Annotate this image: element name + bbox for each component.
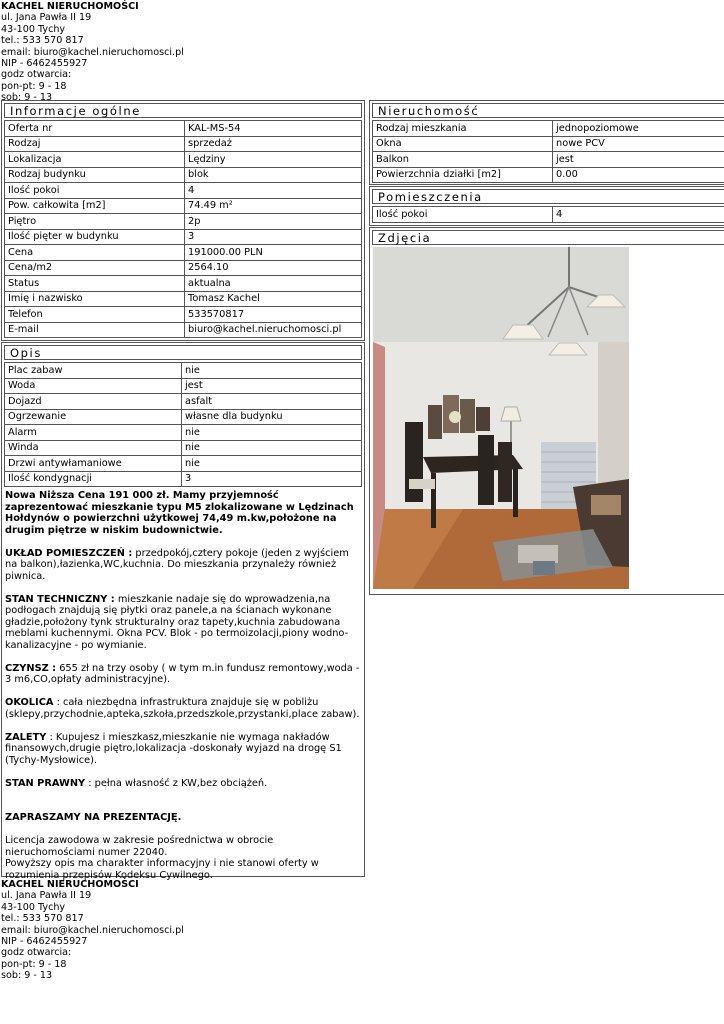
general-info-row xyxy=(5,291,362,307)
amenity-label: Winda xyxy=(5,440,182,456)
description-panel xyxy=(1,342,365,881)
amenity-row xyxy=(5,378,362,394)
general-info-value: 191000.00 PLN xyxy=(185,245,362,261)
agency-address-street: ul. Jana Pawła II 19 xyxy=(1,890,92,902)
amenity-label: Woda xyxy=(5,378,182,394)
general-info-label: Ilość pięter w budynku xyxy=(5,229,185,245)
rooms-table xyxy=(372,206,724,223)
amenity-label: Alarm xyxy=(5,425,182,441)
property-row xyxy=(373,167,724,183)
general-info-label: Imię i nazwisko xyxy=(5,291,185,307)
property-value: 0.00 xyxy=(553,167,724,183)
agency-address-city: 43-100 Tychy xyxy=(1,23,66,35)
amenity-row xyxy=(5,409,362,425)
general-info-value: 4 xyxy=(185,183,362,199)
amenity-row xyxy=(5,425,362,441)
amenity-label: Plac zabaw xyxy=(5,363,182,379)
general-info-row xyxy=(5,276,362,292)
description-section-text: 655 zł na trzy osoby ( w tym m.in fundusz remontowy,woda - 3 m6,CO,opłaty administracyjne). xyxy=(5,662,360,685)
agency-hours-saturday: sob: 9 - 13 xyxy=(1,92,53,104)
amenity-row xyxy=(5,440,362,456)
general-info-value: 74.49 m² xyxy=(185,198,362,214)
amenity-label: Ogrzewanie xyxy=(5,409,182,425)
amenity-label: Drzwi antywłamaniowe xyxy=(5,456,182,472)
amenity-label: Ilość kondygnacji xyxy=(5,471,182,487)
rooms-title: Pomieszczenia xyxy=(372,189,724,204)
general-info-label: Rodzaj budynku xyxy=(5,167,185,183)
general-info-panel xyxy=(1,100,365,341)
agency-name: KACHEL NIERUCHOMOŚCI xyxy=(1,879,139,890)
property-row xyxy=(373,152,724,168)
description-title: Opis xyxy=(4,345,362,360)
rooms-label: Ilość pokoi xyxy=(373,207,553,223)
description-section-label: CZYNSZ : xyxy=(5,662,57,674)
general-info-label: Cena xyxy=(5,245,185,261)
general-info-value: sprzedaż xyxy=(185,136,362,152)
amenity-row xyxy=(5,471,362,487)
general-info-row xyxy=(5,322,362,338)
amenity-value: nie xyxy=(182,425,362,441)
rooms-value: 4 xyxy=(553,207,724,223)
amenity-value: nie xyxy=(182,456,362,472)
description-headline: Nowa Niższa Cena 191 000 zł. Mamy przyjemność zaprezentować mieszkanie typu M5 zlokalizowane w Lędzinach Hołdynów o powierzchni użytkowej 74,49 m.kw,położone na drugim piętrze w niskim budownictwie. xyxy=(5,490,354,536)
agency-footer xyxy=(1,879,184,982)
general-info-row xyxy=(5,183,362,199)
general-info-row xyxy=(5,229,362,245)
description-section-label: ZALETY xyxy=(5,731,47,743)
general-info-table xyxy=(4,120,362,338)
amenity-value: nie xyxy=(182,363,362,379)
general-info-row xyxy=(5,307,362,323)
description-section xyxy=(5,548,360,583)
description-section-label: OKOLICA xyxy=(5,697,54,708)
general-info-value: aktualna xyxy=(185,276,362,292)
property-label: Rodzaj mieszkania xyxy=(373,121,553,137)
general-info-row xyxy=(5,260,362,276)
description-section-text: : pełna własność z KW,bez obciążeń. xyxy=(85,777,268,789)
property-title: Nieruchomość xyxy=(372,103,724,118)
general-info-value: KAL-MS-54 xyxy=(185,121,362,137)
general-info-label: E-mail xyxy=(5,322,185,338)
property-value: jest xyxy=(553,152,724,168)
property-panel xyxy=(369,100,724,185)
property-value: jednopoziomowe xyxy=(553,121,724,137)
general-info-label: Lokalizacja xyxy=(5,152,185,168)
amenity-value: własne dla budynku xyxy=(182,409,362,425)
living-room-photo[interactable] xyxy=(373,247,629,589)
description-section-text: przedpokój,cztery pokoje (jeden z wyjściem na balkon),łazienka,WC,kuchnia. Do mieszkania przynależy również piwnica. xyxy=(5,547,349,582)
general-info-title: Informacje ogólne xyxy=(4,103,362,118)
general-info-value: Lędziny xyxy=(185,152,362,168)
general-info-value: 3 xyxy=(185,229,362,245)
license-text: Licencja zawodowa w zakresie pośrednictwa w obrocie nieruchomościami numer 22040. xyxy=(5,835,274,858)
general-info-label: Pow. całkowita [m2] xyxy=(5,198,185,214)
description-section-label: STAN TECHNICZNY : xyxy=(5,593,115,605)
rooms-panel xyxy=(369,186,724,226)
agency-address-city: 43-100 Tychy xyxy=(1,901,66,913)
agency-hours-label: godz otwarcia: xyxy=(1,69,72,81)
description-section-text: : cała niezbędna infrastruktura znajduje się w pobliżu (sklepy,przychodnie,apteka,szkoła,przedszkole,przystanki,place zabaw). xyxy=(5,697,360,720)
agency-email: email: biuro@kachel.nieruchomosci.pl xyxy=(1,46,184,58)
description-section xyxy=(5,594,360,652)
general-info-row xyxy=(5,152,362,168)
amenity-label: Dojazd xyxy=(5,394,182,410)
agency-nip: NIP - 6462455927 xyxy=(1,58,88,70)
amenity-row xyxy=(5,363,362,379)
general-info-label: Ilość pokoi xyxy=(5,183,185,199)
photos-title: Zdjęcia xyxy=(372,230,724,245)
agency-hours-weekdays: pon-pt: 9 - 18 xyxy=(1,80,67,92)
general-info-row xyxy=(5,136,362,152)
description-section xyxy=(5,732,360,767)
agency-hours-weekdays: pon-pt: 9 - 18 xyxy=(1,958,67,970)
photos-panel xyxy=(369,227,724,595)
general-info-label: Telefon xyxy=(5,307,185,323)
general-info-row xyxy=(5,198,362,214)
amenities-table xyxy=(4,362,362,487)
description-section-text: mieszkanie nadaje się do wprowadzenia,na podłogach znajdują się płytki oraz panele,a na ścianach wykonane gładzie,położony tynk strukturalny oraz tapety,kuchnia zabudowana meblami kuchennymi. Okna PCV. Blok - po termoizolacji,piony wodno-kanalizacyjne - po wymianie. xyxy=(5,593,349,651)
general-info-label: Oferta nr xyxy=(5,121,185,137)
agency-header xyxy=(1,1,184,104)
general-info-row xyxy=(5,167,362,183)
amenity-row xyxy=(5,394,362,410)
description-section-label: STAN PRAWNY xyxy=(5,777,86,789)
description-section xyxy=(5,778,360,790)
agency-address-street: ul. Jana Pawła II 19 xyxy=(1,12,92,24)
general-info-label: Status xyxy=(5,276,185,292)
amenity-value: jest xyxy=(182,378,362,394)
amenity-value: nie xyxy=(182,440,362,456)
general-info-row xyxy=(5,245,362,261)
property-label: Balkon xyxy=(373,152,553,168)
general-info-label: Piętro xyxy=(5,214,185,230)
property-value: nowe PCV xyxy=(553,136,724,152)
property-label: Okna xyxy=(373,136,553,152)
property-row xyxy=(373,136,724,152)
agency-phone: tel.: 533 570 817 xyxy=(1,913,84,925)
property-row xyxy=(373,121,724,137)
amenity-value: 3 xyxy=(182,471,362,487)
disclaimer-text: Powyższy opis ma charakter informacyjny i nie stanowi oferty w rozumienia przepisów Kodeksu Cywilnego. xyxy=(5,858,319,881)
general-info-label: Cena/m2 xyxy=(5,260,185,276)
property-label: Powierzchnia działki [m2] xyxy=(373,167,553,183)
general-info-label: Rodzaj xyxy=(5,136,185,152)
description-text xyxy=(2,487,364,881)
amenity-value: asfalt xyxy=(182,394,362,410)
general-info-row xyxy=(5,214,362,230)
description-section xyxy=(5,663,360,686)
agency-phone: tel.: 533 570 817 xyxy=(1,35,84,47)
general-info-value: 2p xyxy=(185,214,362,230)
amenity-row xyxy=(5,456,362,472)
agency-hours-label: godz otwarcia: xyxy=(1,947,72,959)
general-info-value: Tomasz Kachel xyxy=(185,291,362,307)
general-info-value: 2564.10 xyxy=(185,260,362,276)
general-info-value: blok xyxy=(185,167,362,183)
property-table xyxy=(372,120,724,183)
agency-name: KACHEL NIERUCHOMOŚCI xyxy=(1,1,139,12)
rooms-row xyxy=(373,207,724,223)
general-info-value: 533570817 xyxy=(185,307,362,323)
description-section-label: UKŁAD POMIESZCZEŃ : xyxy=(5,547,133,559)
general-info-row xyxy=(5,121,362,137)
agency-email: email: biuro@kachel.nieruchomosci.pl xyxy=(1,924,184,936)
description-section xyxy=(5,697,360,720)
general-info-value: biuro@kachel.nieruchomosci.pl xyxy=(185,322,362,338)
description-section-text: : Kupujesz i mieszkasz,mieszkanie nie wymaga nakładów finansowych,drugie piętro,lokalizacja -doskonały wyjazd na drogę S1 (Tychy-Mysłowice). xyxy=(5,731,342,766)
agency-hours-saturday: sob: 9 - 13 xyxy=(1,970,53,982)
invite-text: ZAPRASZAMY NA PREZENTACJĘ. xyxy=(5,812,182,823)
agency-nip: NIP - 6462455927 xyxy=(1,936,88,948)
